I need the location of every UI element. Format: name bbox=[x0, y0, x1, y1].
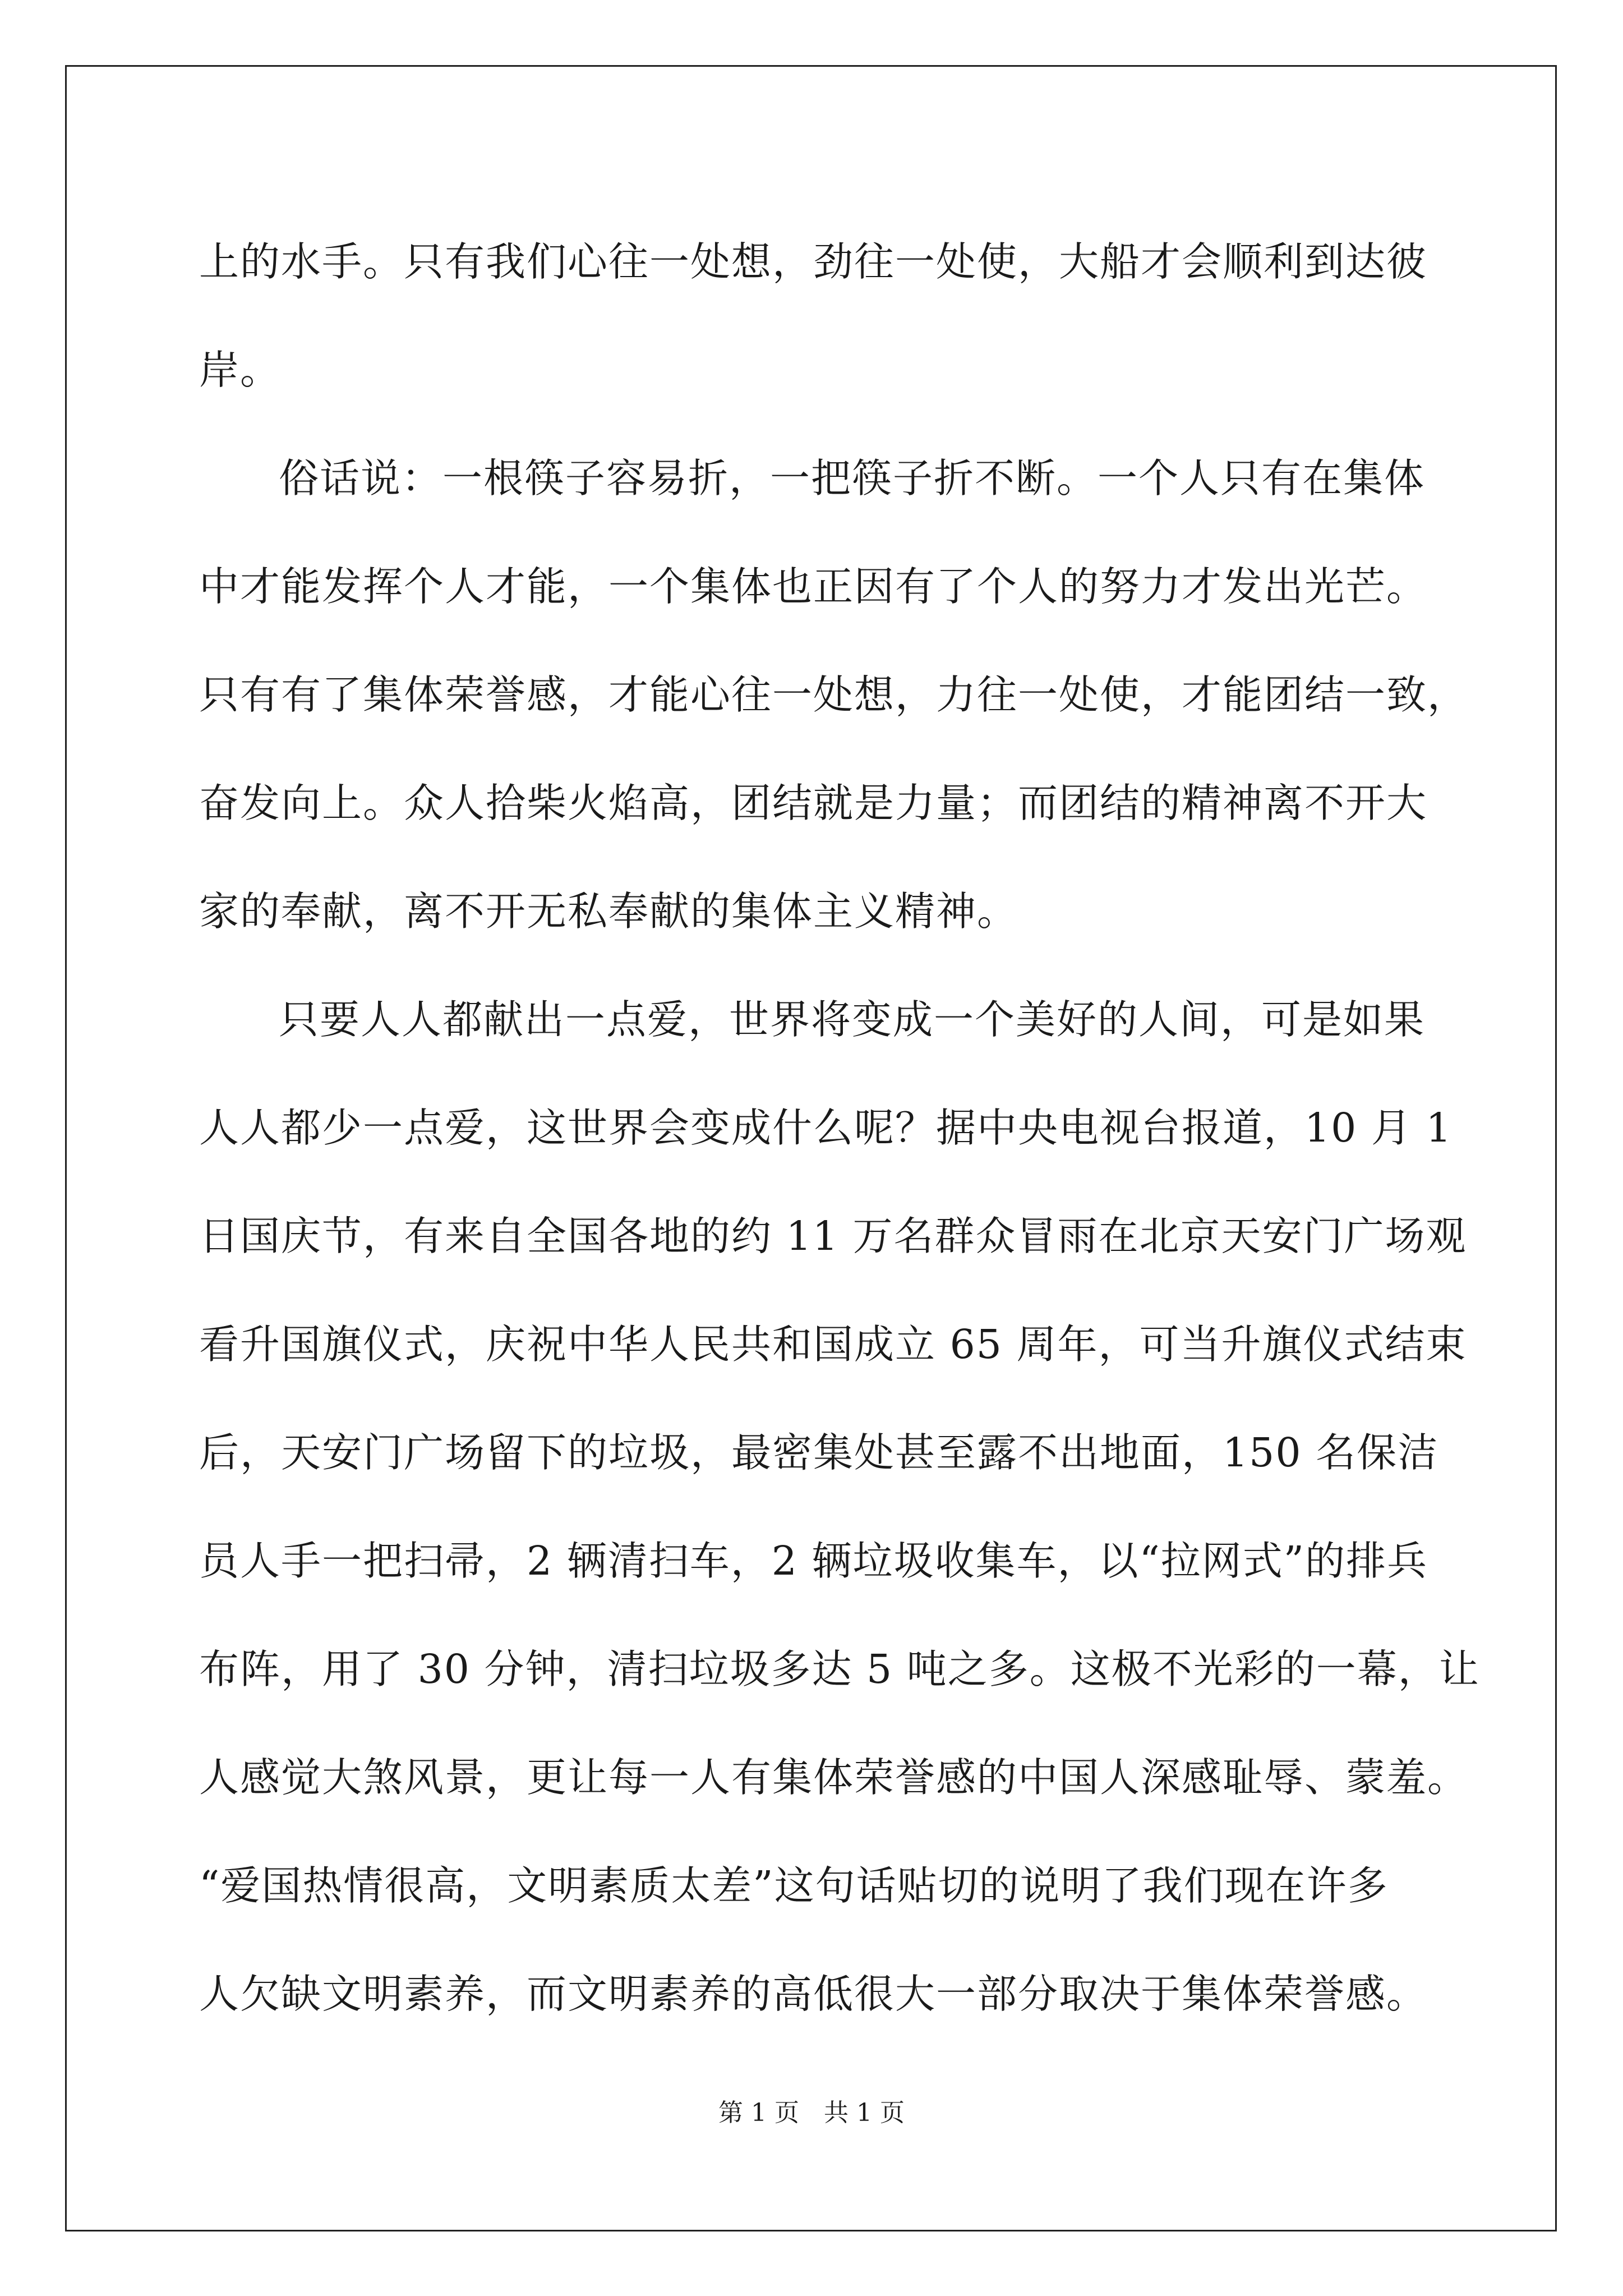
page-number-footer: 第 1 页 共 1 页 bbox=[718, 2099, 905, 2127]
text-line: 中才能发挥个人才能，一个集体也正因有了个人的努力才发出光芒。 bbox=[199, 563, 1428, 610]
text-line: 布阵，用了 30 分钟，清扫垃圾多达 5 吨之多。这极不光彩的一幕，让 bbox=[199, 1646, 1480, 1692]
text-line: 奋发向上。众人拾柴火焰高，团结就是力量；而团结的精神离不开大 bbox=[199, 780, 1428, 826]
text-line: 人欠缺文明素养，而文明素养的高低很大一部分取决于集体荣誉感。 bbox=[199, 1971, 1428, 2017]
text-line: 看升国旗仪式，庆祝中华人民共和国成立 65 周年，可当升旗仪式结束 bbox=[199, 1321, 1467, 1368]
text-line: “爱国热情很高，文明素质太差”这句话贴切的说明了我们现在许多 bbox=[199, 1862, 1389, 1909]
text-line: 岸。 bbox=[199, 347, 282, 393]
text-line: 上的水手。只有我们心往一处想，劲往一处使，大船才会顺利到达彼 bbox=[199, 238, 1428, 285]
text-line: 家的奉献，离不开无私奉献的集体主义精神。 bbox=[199, 888, 1018, 935]
text-line: 人感觉大煞风景，更让每一人有集体荣誉感的中国人深感耻辱、蒙羞。 bbox=[199, 1754, 1469, 1801]
paragraph-start-line: 俗话说：一根筷子容易折，一把筷子折不断。一个人只有在集体 bbox=[279, 455, 1426, 501]
text-line: 人人都少一点爱，这世界会变成什么呢？据中央电视台报道，10 月 1 bbox=[199, 1105, 1453, 1151]
text-line: 日国庆节，有来自全国各地的约 11 万名群众冒雨在北京天安门广场观 bbox=[199, 1213, 1467, 1259]
document-body bbox=[199, 208, 1480, 2048]
paragraph-start-line: 只要人人都献出一点爱，世界将变成一个美好的人间，可是如果 bbox=[279, 996, 1426, 1043]
text-line: 员人手一把扫帚，2 辆清扫车，2 辆垃圾收集车，以“拉网式”的排兵 bbox=[199, 1538, 1428, 1584]
text-line: 只有有了集体荣誉感，才能心往一处想，力往一处使，才能团结一致， bbox=[199, 671, 1469, 718]
text-line: 后，天安门广场留下的垃圾，最密集处甚至露不出地面，150 名保洁 bbox=[199, 1429, 1439, 1476]
